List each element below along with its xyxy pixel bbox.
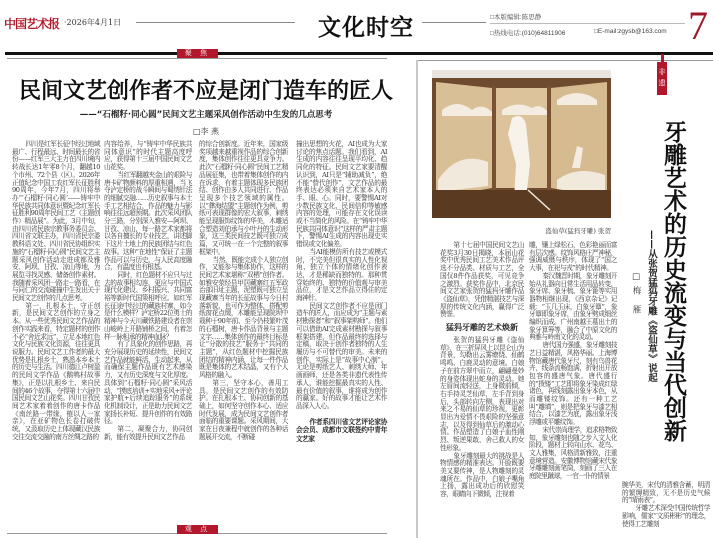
hotline: □热线电话:(010)64811906 [490, 30, 566, 37]
right-column-c [622, 482, 710, 528]
section-marker [661, 54, 664, 62]
right-article-author: □梅 雁 [631, 272, 641, 318]
right-column-a-body [440, 337, 524, 499]
paragraph: 宋代崇尚理学，追求格物致知，象牙雕刻也随之步入文人化阶段，题材上转向山水、花鸟、文人雅集，风格清新雅致，注重意境营造。安徽博物馆藏宋代象牙雕雕刻画笔筒，刻画了三人在庭院里蹴球，一官一仆的情景 [529, 425, 617, 481]
email: □E-mail:zgysb@163.com [594, 28, 667, 35]
masthead-divider [5, 52, 713, 55]
paragraph: 的综合创新度。近年来，国家级奖项越来越重视作品的综合创新度，集体创作往往更具竞争力。此次“石榴籽·同心圆”民间工艺精品展征集，也带着集体创作的内在诉求，有着主题体现多民族团结、创作由多人共同进行、作品呈现多个技艺领域的属性。以“彝海结盟”主题创作为例，剪纸可表现群像的宏大叙事，刺绣能呈现服饰纹饰的华美，木雕适合塑造刘伯承与小叶丹的生动形象，这三类民间技艺既可独立成篇，又可统一在一个完整的叙事框架中。 [199, 140, 288, 256]
article-column-4 [296, 141, 387, 443]
author-bio: 作者系四川省文艺评论家协会会员、成都市文联签约中青年文艺家 [296, 417, 387, 443]
page-number: 7 [688, 3, 708, 48]
paragraph: 象牙雕刻最大的挑战是人物情感的精准表达。开脸既要美又要传神，是人物雕刻的灵魂所在。作品中，白娘子嘴角上扬，露出成功后的欣慰笑容，眼睛向下微倾，注视着 [440, 451, 524, 499]
paragraph: 第十七届中国民间文艺山花奖3月30日揭晓，本届山花奖中优秀民间工艺美术作品评选不分品类、材质与工艺，全国仅8件作品获奖，可见竞争之激烈。获奖作品中，北京民间文艺家张贺的猛犸牙雕作品《盗仙草》，凭借精湛技艺与深厚的传统文化内涵，赢得广泛赞誉。 [440, 241, 524, 319]
article-author: □李 燕 [192, 127, 220, 136]
article-column-1 [12, 141, 100, 441]
paragraph: 雕，镶上绿松石，色彩艳丽而富有层次感。纹饰风格庄严神秘，强调威慑与秩序，体现了“国之大事，在祀与戎”的时代精神。 [529, 241, 617, 273]
photo-caption: 盗仙草(猛犸牙雕) 张贺 [545, 227, 611, 235]
article-subtitle: ——“石榴籽·同心圆”民间文艺主题采风创作活动中生发的几点思考 [79, 110, 333, 120]
right-column-b [529, 242, 617, 481]
paragraph: 唐代国力强盛，象牙雕刻技艺日益精湛，风格华丽。上海博物馆藏唐代象牙尺，刻有鸟兽花卉，线条流畅饱满，折射出开放包容的盛唐气象。唐代盛行的“拨镂”工艺即将象牙染成红绿诸色，再线刻露出象牙本色，从而雕镂纹饰。还有一种工艺叫“雕填”，则是把象牙与漆艺相结合，以漆艺为底，露出象牙浅浮雕或平雕纹饰。 [529, 341, 617, 427]
section-tag-heritage: 非遗 [657, 62, 667, 95]
paragraph: 第二，凝聚合力，协同创新，能有效提升民间文艺作品 [104, 425, 192, 441]
paragraph: 民间文艺创作者不应是闭门造车的匠人，而应成为“主题与素材勘探者”和“叙事架构师”。他们可以借助AI完成素材勘探与叙事框架搭建，但作品最终的选择与定稿，取决于创作者独特的人生履历与不可替代的审美。未来的创作，实际上是“故事中心制”。无论是剪纸艺人、刺绣大师、年画画师，还是各类非遗代表性传承人，谁能挖掘最真实的人性、最有价值的叙事，谁将成为创作的赢家。好的故事才能让艺术作品深入人心。 [296, 301, 387, 410]
ivory-carving-photo [432, 70, 611, 218]
paragraph: 当AI能模仿所有技艺或模式时，不完美但很真实的人性化视角、独立个体的情绪化创作表达，才是稀缺而独特的。那种贯穿始终的、独特的价值观与审美品位，才是文艺作品立得住的定海神针。 [296, 247, 387, 303]
info-rule [490, 23, 685, 24]
subheading: 猛犸牙雕的艺术焕新 [446, 323, 518, 332]
article-column-3 [199, 141, 288, 441]
paragraph: 第三，坚守本心，善用工具，是民间文艺创作的有效防护。在扎根本土、协同创新的基础上，如何坚守创作本心、适应时代发展，成为民间文艺创作者面临的重要课题。采风期间，大家在日夜兼程中就创作的各种话题展开交流，不断碰 [199, 378, 288, 441]
paragraph: 牙雕艺术深受中国传统哲学影响，儒家“文质彬彬”的理念，使得工艺雕刻 [622, 504, 710, 528]
right-article-title: 牙雕艺术的历史流变与当代创新 [660, 120, 687, 442]
paragraph: 秦汉魏晋时期，象牙雕刻开始从礼器向日常生活用品转变，象牙席、象牙梳、象牙篦等实用器物相继出现，《西京杂记》记载：“玉几玉床，白象牙簟”，象牙簟即象牙席，由象牙劈成细丝编织而成。广州南越王墓出土的象牙算筹等，融合了中原文化的典雅与岭南文化的灵动。 [529, 271, 617, 342]
paragraph: 同时，红色题材不应只与过去的故事相勾连，更应与中国式现代化建设、乡村振兴、共同富裕等新时代国策相呼应。如红军长征途中经过的藏族村寨，如今是什么模样？泸定桥22位勇士的精神与今天川藏铁路建设者在崇山峻岭上开路铺桥之间，有着怎样一脉相承的精神血脉？ [104, 270, 192, 341]
paragraph: 腕华美，宋代的清雅含蓄，明清的繁缛精致，无不是历史气候的“晴雨表”。 [622, 481, 710, 505]
header-rule-left [136, 22, 295, 23]
paragraph: 有了具象化的创作思路，再充分展现历史的延续性，民间文艺作品就能鲜活、生动起来，从而确保主题作品既有艺术感染力，又有历史深度与文化厚度。具体到“石榴籽·同心圆”采风活动，“摸底培训+实地采风+评论家护航+后续追踪服务”的系统化机制设计，正是助力民间文艺家扬长补短、提升创作的有效路径。 [104, 340, 192, 426]
paragraph: 当然，既能完成个人独立创作，又能参与集体协作，这样的民间艺术家堪称“双栖”创作者。如雅安荥经县甲居藏寨红五军政治部旧址主题，泥塑既可独立呈现藏寨当年的长征故事与今日村落新貌，也可作为整体，搭配剪纸窗花点缀，木雕能呈现院坝中栽种于90年前、至今仍枝繁叶茂的石榴树，唐卡作品背景与主题文字……集体创作的最终目标是让“分散的技艺”服务于“共同的主题”，从红色题材中挖掘民族团结的精神内涵，让每一件作品既是集体的艺术结晶，又有个人风格的融入。 [199, 255, 288, 380]
paragraph: 内容给养，与“铸牢中华民族共同体意识”的时代主题高度呼应，获得第十三届中国民间文艺山花奖。 [104, 140, 192, 172]
newspaper-logo: 中国艺术报 [4, 17, 60, 31]
paragraph: 第一，扎根本土，守正创新，是民间文艺创作的立身之本。从一些优秀民间文艺作品的创作实践来看，特定题材的创作不必“舍近求远”，立足本地红色文化与民族文化资源，往往更具说服力。民间文艺工作者的最大优势是扎根乡土，熟悉本乡本土的历史与生活。四川德江卢树盈的民间文学作品《鹅鸭村故事集》，正是以扎根乡土、来自民间的46个故事，夺得第十六届中国民间文艺山花奖。四川甘孜民间艺术家着着创作的唐卡作品《南丝路一带缘，植以人一家亲》，在亚矿物色长卷打破传统，又汲取历史上体现藏汉民族交往交流交融的南方丝绸之路的 [12, 301, 100, 441]
paragraph: 四川是红军长征中经过地域最广、行程最远、时间最长的省份——红军三大主力在四川境内转战长达1年零8个月，翻越10个市州、72个县（区）。2026年正值纪念中国工农红军长征胜利90周年，今年7月，四川将举办“‘石榴籽·同心圆’——铸牢中华民族共同体意识暨纪念红军长征胜利90周年民间工艺（主题创作）精品展”。为此，3月中旬，由四川省民族宗教事务委员会、四川省文联主办，四川省民宗委教科语文处、四川省民协组织实施的“石榴籽·同心圆”民间文艺主题采风创作活动走进成都及雅安、阿坝、甘孜、凉山等地，为展览寻找灵感、储备创作素材。我随着采风团一路走一路看，在与同仁的交流碰撞中生发出关于民间文艺创作的几点思考。 [12, 140, 100, 303]
photo-image [432, 70, 611, 218]
header-rule-right [422, 22, 486, 23]
section-title: 文化时空 [318, 14, 414, 41]
section-tag-focus: 聚 焦 [177, 49, 218, 58]
paragraph: 张贺的猛犸牙雕《盗仙草》，在三折屏风上以昆仑山为背景，勾勒出云雾缭绕、仙鹤鸣鸣、白鹿灵动的意境。白娘子在前方翠中而立，翩翩曼妙的身姿体现出蛇身的灵动。她左眉间流轻送，上身微前倾，右手持灵芝仙草，左手背到身后，头部转向左侧，表现出对来之不易的仙草的珍视，更彰显出为爱情不畏艰险的坚强意志，以及得到仙草后的激动心情。作品塑造了白娘子血性刚烈、叛逆果敢、舍己救人的女性形象。 [440, 336, 524, 452]
section-tag-opinion: 观 点 [177, 525, 218, 534]
right-column-a-intro [440, 242, 524, 319]
section-rule [7, 58, 387, 59]
right-article-subtitle: ——从张贺猛犸牙雕《盗仙草》说起 [646, 230, 657, 382]
article-title: 民间文艺创作者不应是闭门造车的匠人 [18, 78, 393, 104]
paragraph: 当红军翻越夹金山的艰险与唐卡矿物颜料的厚重相遇，当飞夺泸定桥的战斗瞬间与蜀绣针法的细腻交融……历史叙事与本土手工艺相结合，作品的魅力与影响往往远超预期。此次采风团队分三路，分别深入雅安—阿坝、甘孜、凉山，每一路艺术家都将以各自擅长的专业技艺，讲述脚下这片土地上的民族团结与红色故事。这种“在地性”保证了主题作品可以与历史、与人民高度融合，有温度也有根基。 [104, 170, 192, 272]
article-column-2 [104, 141, 192, 441]
right-section-rule [418, 60, 713, 61]
issue-date: ·2026年4月1日 [64, 18, 122, 27]
column-divider [416, 60, 418, 538]
paragraph: 撞出思想的火花，AI也成为大家讨论的焦点话题。我们看到，AI生成的内容往往呈现平均化、趋同化的特征。民间文艺家要清醒认识到，AI只是“辅助减负”，绝不能“替代创作”，文艺作品的最终表达必须来自艺术家本人的手、眼、心。同时，要警惕AI对少数民族文化、民间信仰等敏感内容的处理，可能存在文化误读或不当简化的风险。在“铸牢中华民族共同体意识”这样的严肃主题下，警惕AI生成的内容出现史实错误或文化偏差。 [296, 140, 387, 249]
editor-credit: □本版编辑:陈思静 [490, 14, 542, 21]
